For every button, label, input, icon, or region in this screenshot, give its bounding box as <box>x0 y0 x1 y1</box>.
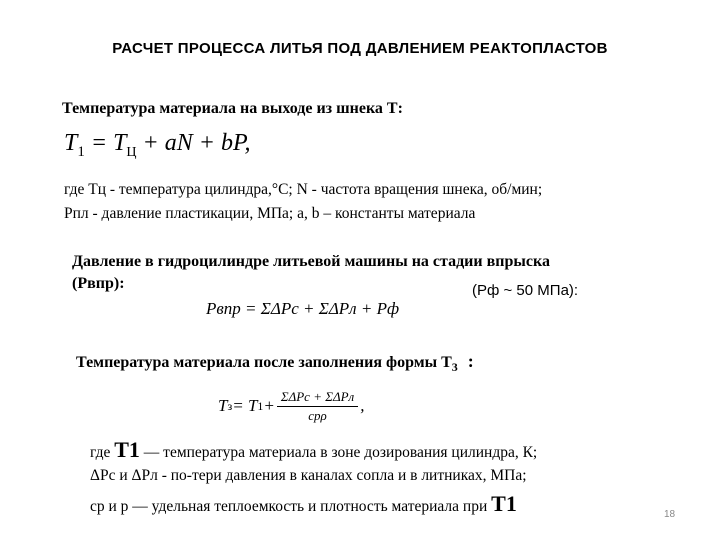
formula-equals: = <box>84 130 114 156</box>
formula-t3-subscript: з <box>227 398 233 413</box>
formula-fraction-denominator: cpρ <box>308 407 327 423</box>
def-line-3-text: cр и р — удельная теплоемкость и плотность материала при <box>90 498 492 515</box>
page-number: 18 <box>664 509 676 520</box>
formula-rest: + aN + bP, <box>136 130 251 156</box>
section-3-heading-colon: : <box>467 351 474 371</box>
def-line-3-t1: T1 <box>491 491 517 516</box>
section-2-note: (Pф ~ 50 МПа): <box>472 282 579 299</box>
formula-t1-term-subscript: 1 <box>257 398 264 413</box>
section-2-heading-line-2: (Pвпр): <box>72 275 125 292</box>
section-2-heading-line-1: Давление в гидроцилиндре литьевой машины на стадии впрыска <box>72 253 550 270</box>
formula-temperature-after-fill <box>218 381 364 431</box>
section-1-def-line-2: Pпл - давление пластикации, МПа; a, b – константы материала <box>64 205 476 222</box>
section-3-heading <box>76 351 474 375</box>
section-3-def-line-2: ΔPс и ΔPл - по-тери давления в каналах сопла и в литниках, МПа; <box>90 467 527 484</box>
page-title: РАСЧЕТ ПРОЦЕССА ЛИТЬЯ ПОД ДАВЛЕНИЕМ РЕАКТОПЛАСТОВ <box>112 40 608 57</box>
formula-plus: + <box>263 396 275 415</box>
def-line-1-prefix: где <box>90 444 115 461</box>
formula-tc-subscript: Ц <box>126 144 137 160</box>
formula-injection-pressure: Pвпр = ΣΔPс + ΣΔPл + Pф <box>206 299 400 318</box>
formula-temperature-exit <box>64 130 251 161</box>
formula-fraction <box>277 389 358 424</box>
section-3-def-line-3 <box>90 490 517 518</box>
def-line-1-t1: T1 <box>114 437 140 462</box>
section-3-heading-subscript: 3 <box>451 360 458 375</box>
formula-t3-symbol: T <box>218 396 228 415</box>
formula-tc-symbol: T <box>113 130 127 156</box>
formula-fraction-numerator: ΣΔPс + ΣΔPл <box>277 389 358 407</box>
section-3-heading-text: Температура материала после заполнения формы Т <box>76 354 452 371</box>
formula-t1-subscript: 1 <box>77 143 85 160</box>
section-1-def-line-1: где Тц - температура цилиндра,°С; N - частота вращения шнека, об/мин; <box>64 181 543 198</box>
def-line-1-text: — температура материала в зоне дозирования цилиндра, К; <box>139 444 538 461</box>
formula-tail: , <box>360 396 365 415</box>
section-1-heading: Температура материала на выходе из шнека Т: <box>62 100 403 117</box>
formula-t1-symbol: T <box>64 130 78 156</box>
formula-t1-term: = T <box>232 396 258 415</box>
section-3-def-line-1 <box>90 436 537 464</box>
